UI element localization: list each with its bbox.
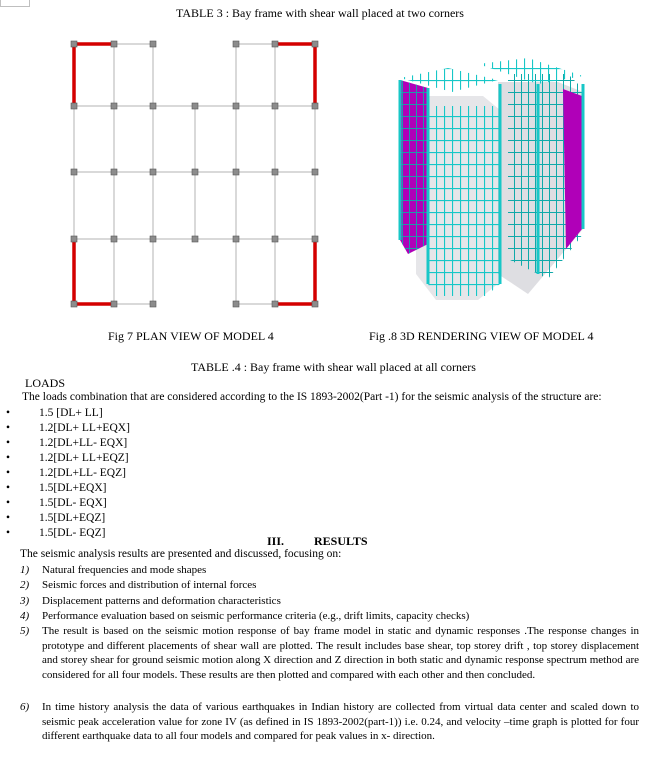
bullet-icon: • xyxy=(6,467,11,479)
list-item: 1.2[DL+LL- EQZ] xyxy=(39,467,126,479)
results-intro: The seismic analysis results are presented and discussed, focusing on: xyxy=(20,548,342,560)
page-corner-mark xyxy=(0,0,30,7)
column-markers xyxy=(71,41,318,307)
3d-rendering-figure xyxy=(388,44,588,300)
plan-view-figure xyxy=(60,34,335,319)
shear-wall-top-left xyxy=(74,44,114,106)
list-item: 1.5[DL+EQX] xyxy=(39,482,107,494)
bullet-icon: • xyxy=(6,497,11,509)
list-item: 1.5[DL- EQX] xyxy=(39,497,107,509)
table3-caption: TABLE 3 : Bay frame with shear wall placed at two corners xyxy=(176,6,464,20)
shear-wall-bottom-right xyxy=(275,239,315,304)
list-item: The result is based on the seismic motion response of bay frame model in static and dynamic responses .The response changes in prototype and different placements of shear wall are plotted. The result includes base shear, top storey drift , top storey displacement and storey shear for ground seismic motion along X direction and Z direction in both static and dynamic response spectrum method are considered for all four models. These results are then plotted and compared with each other and then concluded. xyxy=(42,625,639,681)
bullet-icon: • xyxy=(6,437,11,449)
bullet-icon: • xyxy=(6,407,11,419)
loads-intro: The loads combination that are considered according to the IS 1893-2002(Part -1) for the seismic analysis of the structure are: xyxy=(22,391,602,403)
shear-wall-bottom-left xyxy=(74,239,114,304)
list-number: 3) xyxy=(20,595,30,607)
fig8-caption: Fig .8 3D RENDERING VIEW OF MODEL 4 xyxy=(369,329,594,343)
bullet-icon: • xyxy=(6,527,11,539)
bullet-icon: • xyxy=(6,512,11,524)
list-number: 2) xyxy=(20,579,30,591)
bullet-icon: • xyxy=(6,482,11,494)
list-number: 6) xyxy=(20,701,30,713)
list-item: 1.5[DL+EQZ] xyxy=(39,512,106,524)
list-number: 5) xyxy=(20,625,30,637)
bullet-icon: • xyxy=(6,452,11,464)
loads-heading: LOADS xyxy=(25,376,66,390)
results-section-title: RESULTS xyxy=(314,534,368,548)
list-item: Displacement patterns and deformation characteristics xyxy=(42,595,281,607)
table4-caption: TABLE .4 : Bay frame with shear wall placed at all corners xyxy=(191,360,476,374)
list-item: 1.5[DL- EQZ] xyxy=(39,527,106,539)
list-item: Seismic forces and distribution of internal forces xyxy=(42,579,257,591)
list-number: 4) xyxy=(20,610,30,622)
list-item: In time history analysis the data of various earthquakes in Indian history are collected from virtual data center and scaled down to seismic peak acceleration value for zone IV (as defined in IS 1893-2002(part-1)) i.e. 0.24, and velocity –time graph is plotted for four different earthquake data to all four models and compared for peak values in x- direction. xyxy=(42,701,639,743)
list-item: 1.2[DL+LL- EQX] xyxy=(39,437,128,449)
list-number: 1) xyxy=(20,564,30,576)
results-section-number: III. xyxy=(267,534,285,548)
results-heading xyxy=(267,534,368,549)
shear-wall-top-right xyxy=(275,44,315,106)
list-item: 1.2[DL+ LL+EQZ] xyxy=(39,452,129,464)
fig7-caption: Fig 7 PLAN VIEW OF MODEL 4 xyxy=(108,329,274,343)
list-item: 1.2[DL+ LL+EQX] xyxy=(39,422,130,434)
bullet-icon: • xyxy=(6,422,11,434)
list-item: Performance evaluation based on seismic performance criteria (e.g., drift limits, capacity checks) xyxy=(42,610,470,622)
list-item: Natural frequencies and mode shapes xyxy=(42,564,207,576)
shear-wall-right xyxy=(563,89,582,249)
list-item: 1.5 [DL+ LL] xyxy=(39,407,103,419)
